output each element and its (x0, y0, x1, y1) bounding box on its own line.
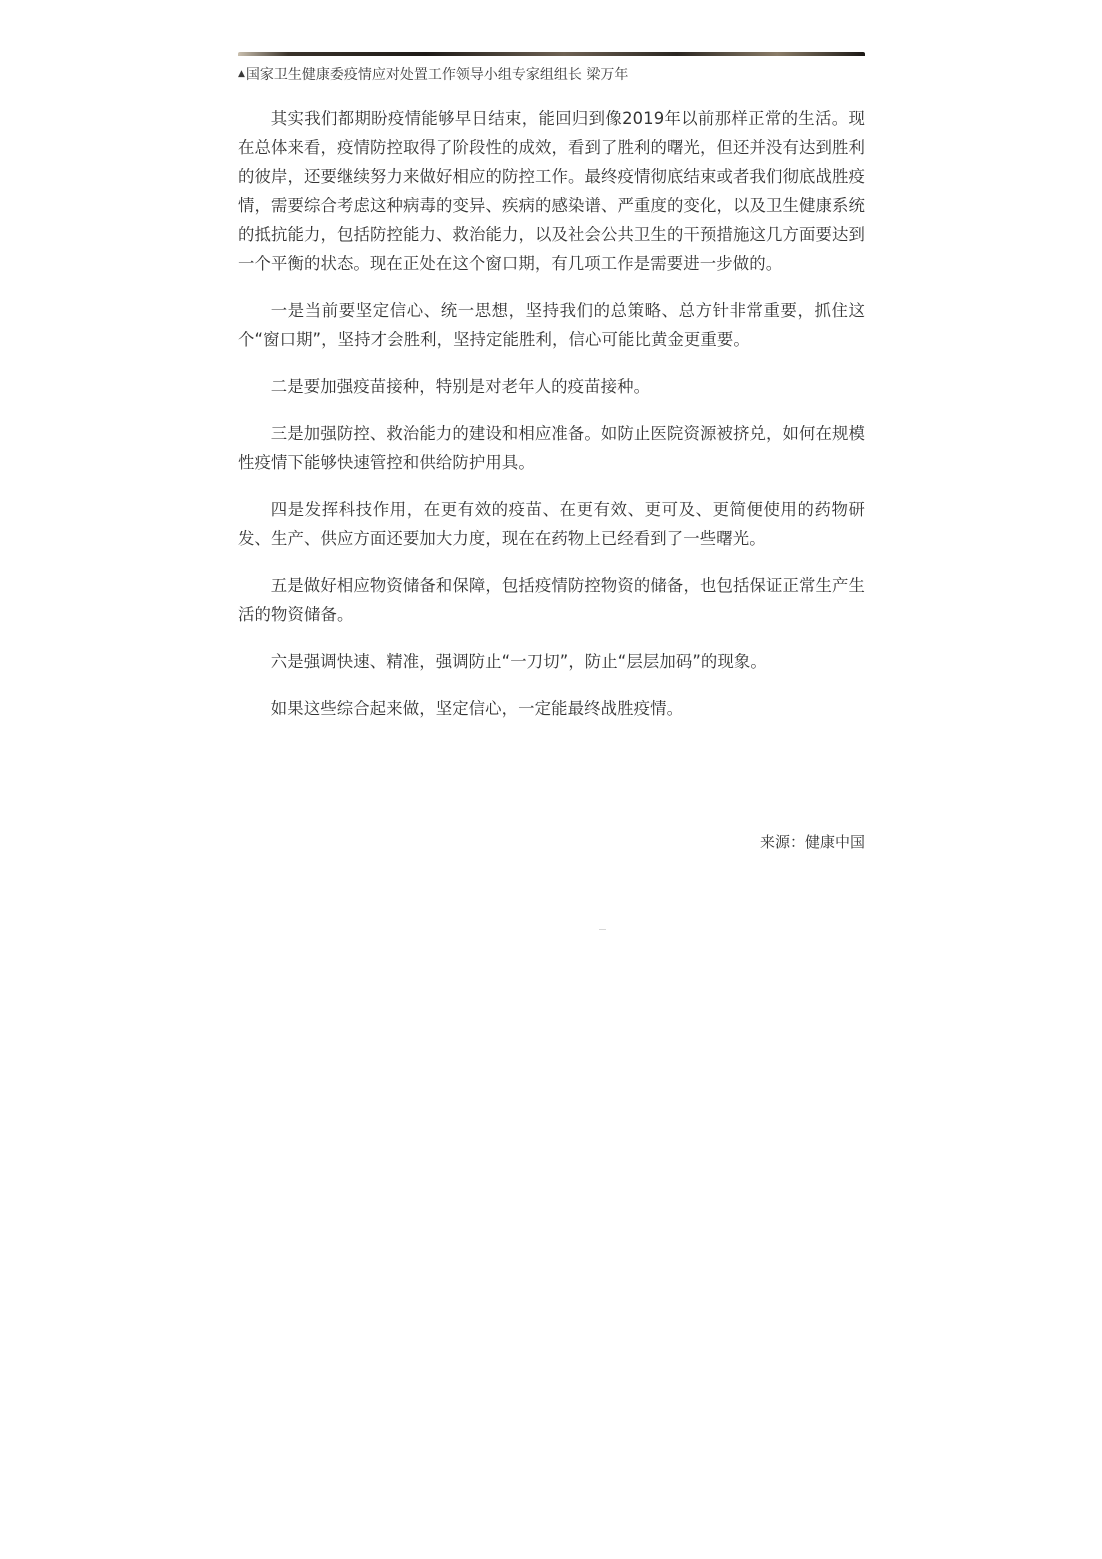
paragraph-point-6: 六是强调快速、精准，强调防止“一刀切”，防止“层层加码”的现象。 (270, 652, 767, 671)
page-divider-mark (599, 929, 606, 930)
paragraph-point-5: 五是做好相应物资储备和保障，包括疫情防控物资的储备，也包括保证正常生产生活的物资储备。 (238, 576, 865, 624)
paragraph-point-2: 二是要加强疫苗接种，特别是对老年人的疫苗接种。 (270, 377, 651, 396)
paragraph-intro: 其实我们都期盼疫情能够早日结束，能回归到像2019年以前那样正常的生活。现在总体来看，疫情防控取得了阶段性的成效，看到了胜利的曙光，但还并没有达到胜利的彼岸，还要继续努力来做好相应的防控工作。最终疫情彻底结束或者我们彻底战胜疫情，需要综合考虑这种病毒的变异、疾病的感染谱、严重度的变化，以及卫生健康系统的抵抗能力，包括防控能力、救治能力，以及社会公共卫生的干预措施这几方面要达到一个平衡的状态。现在正处在这个窗口期，有几项工作是需要进一步做的。 (238, 109, 865, 273)
photo-caption (238, 64, 865, 85)
paragraph-point-1: 一是当前要坚定信心、统一思想，坚持我们的总策略、总方针非常重要，抓住这个“窗口期”，坚持才会胜利，坚持定能胜利，信心可能比黄金更重要。 (238, 301, 865, 349)
caption-triangle-icon: ▲ (238, 69, 245, 79)
paragraph-point-4: 四是发挥科技作用，在更有效的疫苗、在更有效、更可及、更简便使用的药物研发、生产、供应方面还要加大力度，现在在药物上已经看到了一些曙光。 (238, 500, 865, 548)
paragraph-conclusion: 如果这些综合起来做，坚定信心，一定能最终战胜疫情。 (270, 699, 684, 718)
photo-bottom-edge (238, 52, 865, 56)
article-paragraphs (238, 104, 865, 723)
caption-text: 国家卫生健康委疫情应对处置工作领导小组专家组组长 梁万年 (245, 67, 629, 83)
article-body (238, 52, 865, 741)
source-attribution: 来源：健康中国 (759, 833, 865, 851)
paragraph-point-3: 三是加强防控、救治能力的建设和相应准备。如防止医院资源被挤兑，如何在规模性疫情下能够快速管控和供给防护用具。 (238, 424, 865, 472)
